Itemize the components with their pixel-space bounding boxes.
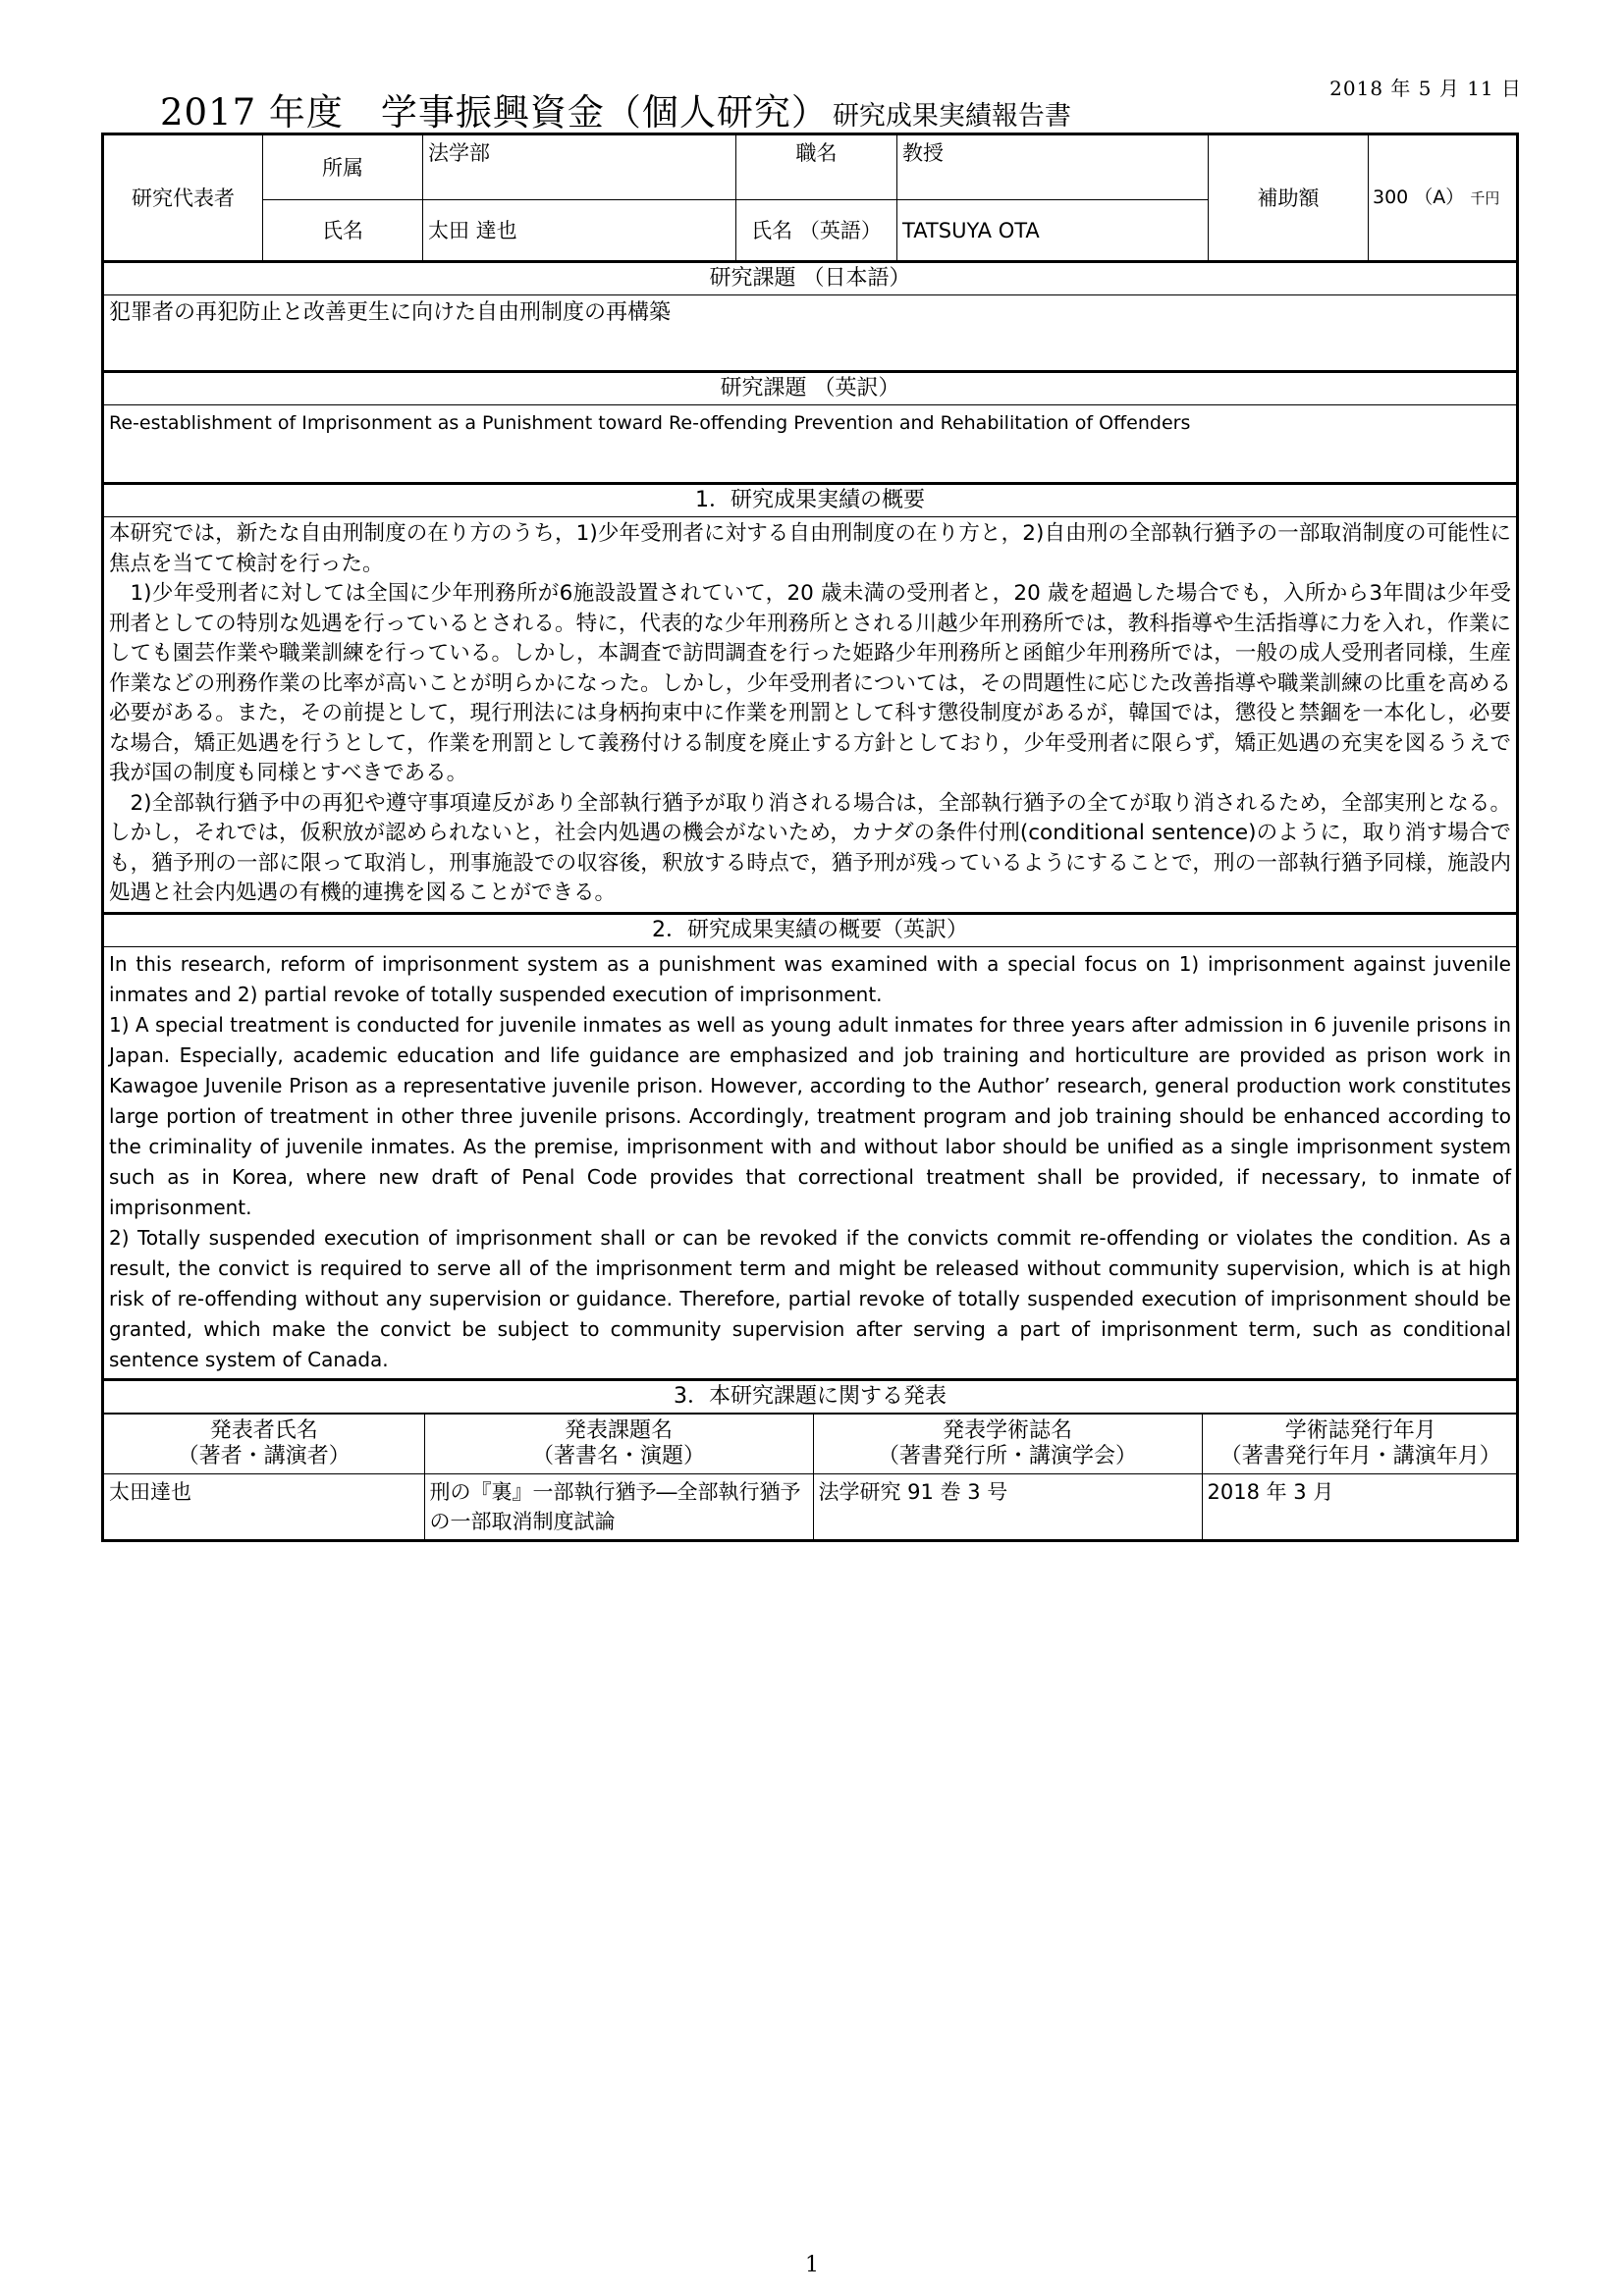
summary-en-paragraph: 1) A special treatment is conducted for juvenile inmates as well as young adult inmates for three years after admission in 6 juvenile prisons in Japan. Especially, academic education and life guidance are emphasized and job training and horticulture are provided as prison work in Kawagoe Juvenile Prison as a representative juvenile prison. However, according to the Author’ research, general production work constitutes large portion of treatment in other three juvenile prisons. Accordingly, treatment program and job training should be enhanced according to the criminality of juvenile inmates. As the premise, imprisonment with and without labor should be unified as a single imprisonment system such as in Korea, where new draft of Penal Code provides that correctional treatment shall be provided, if necessary, to inmate of imprisonment. — [109, 1012, 1511, 1219]
pub-col-title-sub: （著書名・演題） — [531, 1443, 705, 1468]
pub-col-journal-sub: （著書発行所・講演学会） — [877, 1443, 1137, 1468]
topic-en-heading: 研究課題 （英訳） — [103, 372, 1518, 405]
summary-ja-heading: 1．研究成果実績の概要 — [103, 484, 1518, 517]
affiliation-label: 所属 — [263, 134, 423, 200]
pub-col-journal-title: 発表学術誌名 — [942, 1417, 1072, 1443]
pub-col-title — [424, 1414, 813, 1473]
grant-amount-cell — [1369, 134, 1518, 262]
position-value: 教授 — [897, 134, 1209, 200]
name-label: 氏名 — [263, 200, 423, 262]
position-label: 職名 — [736, 134, 897, 200]
pub-col-author-title: 発表者氏名 — [209, 1417, 318, 1443]
name-en-value: TATSUYA OTA — [897, 200, 1209, 262]
report-form — [101, 133, 1516, 1542]
publications-table — [104, 1414, 1519, 1539]
report-table — [101, 133, 1519, 1542]
report-date: 2018 年 5 月 11 日 — [1329, 77, 1522, 100]
summary-en-paragraph: In this research, reform of imprisonment system as a punishment was examined with a special focus on 1) imprisonment against juvenile inmates and 2) partial revoke of totally suspended execution of imprisonment. — [109, 951, 1511, 1006]
publications-heading: 3．本研究課題に関する発表 — [103, 1379, 1518, 1413]
affiliation-value: 法学部 — [423, 134, 736, 200]
grant-label: 補助額 — [1209, 134, 1369, 262]
pub-title: 刑の『裏』一部執行猶予―全部執行猶予の一部取消制度試論 — [424, 1473, 813, 1539]
pub-col-author-sub: （著者・講演者） — [177, 1443, 351, 1468]
summary-en-heading: 2．研究成果実績の概要（英訳） — [103, 913, 1518, 946]
summary-ja-paragraph: 2)全部執行猶予中の再犯や遵守事項違反があり全部執行猶予が取り消される場合は，全部執行猶予の全てが取り消されるため，全部実刑となる。しかし，それでは，仮釈放が認められないと，社会内処遇の機会がないため，カナダの条件付刑(conditional sentence)のように，取り消す場合でも，猶予刑の一部に限って取消し，刑事施設での収容後，釈放する時点で，猶予刑が残っているようにすることで，刑の一部執行猶予同様，施設内処遇と社会内処遇の有機的連携を図ることができる。 — [109, 790, 1511, 905]
pub-col-date-title: 学術誌発行年月 — [1284, 1417, 1436, 1443]
name-en-label: 氏名 （英語） — [736, 200, 897, 262]
pub-col-author — [104, 1414, 424, 1473]
publications-container — [103, 1413, 1518, 1540]
pub-col-date-sub: （著書発行年月・講演年月） — [1219, 1443, 1501, 1468]
report-title-main: 2017 年度 学事振興資金（個人研究） — [160, 91, 829, 133]
topic-ja-text: 犯罪者の再犯防止と改善更生に向けた自由刑制度の再構築 — [103, 295, 1518, 372]
pub-author: 太田達也 — [104, 1473, 424, 1539]
summary-ja-body — [103, 517, 1518, 914]
pub-date: 2018 年 3 月 — [1202, 1473, 1519, 1539]
representative-label: 研究代表者 — [103, 134, 263, 262]
summary-ja-paragraph: 1)少年受刑者に対しては全国に少年刑務所が6施設設置されていて，20 歳未満の受刑者と，20 歳を超過した場合でも，入所から3年間は少年受刑者としての特別な処遇を行っているとされる。特に，代表的な少年刑務所とされる川越少年刑務所では，教科指導や生活指導に力を入れ，作業にしても園芸作業や職業訓練を行っている。しかし，本調査で訪問調査を行った姫路少年刑務所と函館少年刑務所では，一般の成人受刑者同様，生産作業などの刑務作業の比率が高いことが明らかになった。しかし，少年受刑者については，その問題性に応じた改善指導や職業訓練の比重を高める必要がある。また，その前提として，現行刑法には身柄拘束中に作業を刑罰として科す懲役制度があるが，韓国では，懲役と禁錮を一本化し，必要な場合，矯正処遇を行うとして，作業を刑罰として義務付ける制度を廃止する方針としており，少年受刑者に限らず，矯正処遇の充実を図るうえで我が国の制度も同様とすべきである。 — [109, 581, 1511, 785]
page-number: 1 — [805, 2253, 819, 2277]
grant-amount: 300 （A） — [1373, 187, 1465, 208]
name-value: 太田 達也 — [423, 200, 736, 262]
summary-en-paragraph: 2) Totally suspended execution of imprisonment shall or can be revoked if the convicts commit re-offending or violates the condition. As a result, the convict is required to serve all of the imprisonment term and might be released without community supervision, which is at high risk of re-offending without any supervision or guidance. Therefore, partial revoke of totally suspended execution of imprisonment should be granted, which make the convict be subject to community supervision after serving a part of imprisonment term, such as conditional sentence system of Canada. — [109, 1225, 1511, 1371]
summary-en-body — [103, 946, 1518, 1379]
pub-journal: 法学研究 91 巻 3 号 — [813, 1473, 1202, 1539]
pub-col-date — [1202, 1414, 1519, 1473]
topic-ja-heading: 研究課題 （日本語） — [103, 262, 1518, 295]
report-title — [160, 82, 1071, 135]
grant-unit: 千円 — [1470, 189, 1500, 207]
table-row — [104, 1473, 1519, 1539]
report-title-sub: 研究成果実績報告書 — [832, 101, 1071, 132]
pub-col-title-title: 発表課題名 — [564, 1417, 673, 1443]
summary-ja-paragraph: 本研究では，新たな自由刑制度の在り方のうち，1)少年受刑者に対する自由刑制度の在り方と，2)自由刑の全部執行猶予の一部取消制度の可能性に焦点を当てて検討を行った。 — [109, 521, 1511, 576]
pub-col-journal — [813, 1414, 1202, 1473]
topic-en-text: Re-establishment of Imprisonment as a Punishment toward Re-offending Prevention and Rehabilitation of Offenders — [103, 405, 1518, 484]
